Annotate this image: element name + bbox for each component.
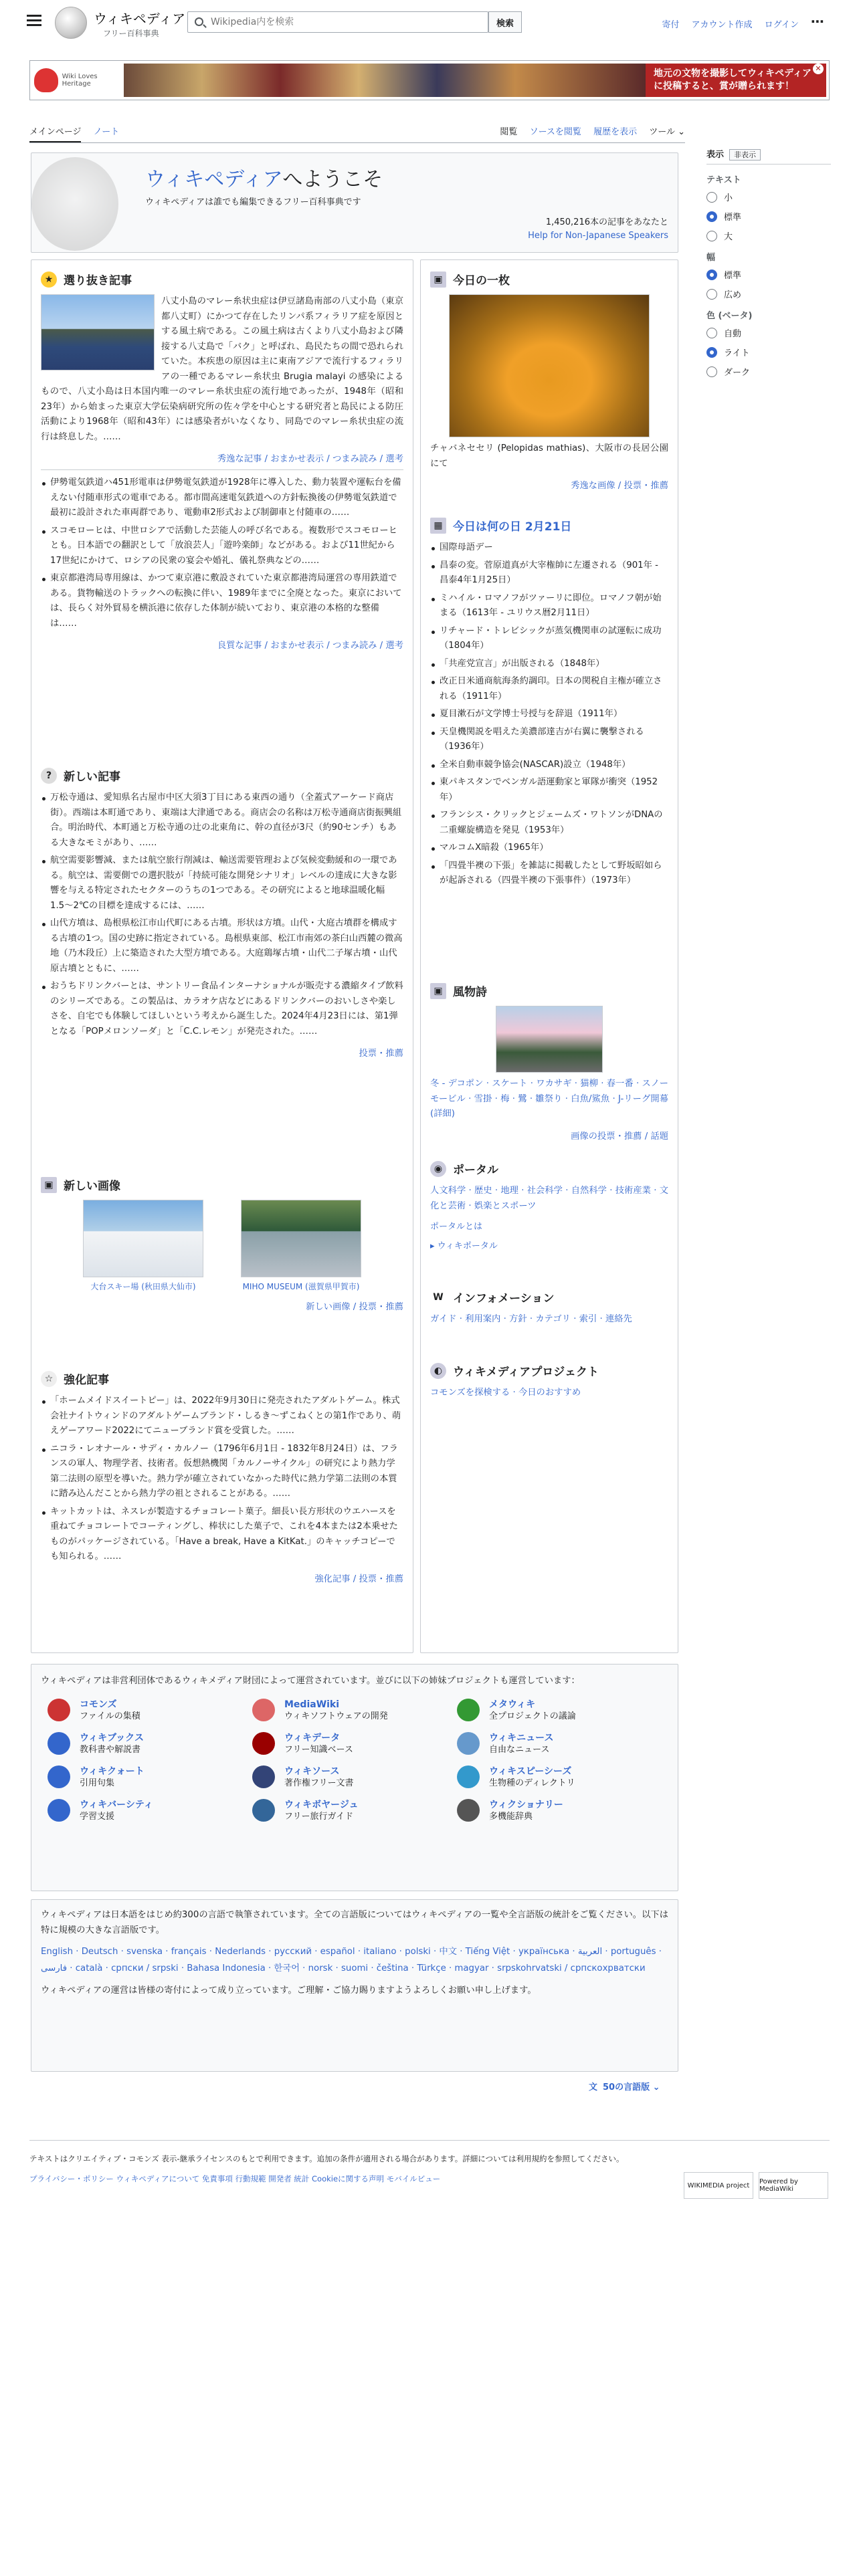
wikipedia-logo-icon[interactable] (55, 7, 87, 39)
sister-item[interactable] (47, 1799, 252, 1823)
heart-icon (34, 68, 58, 92)
search-button[interactable]: 検索 (488, 11, 522, 33)
sister-item[interactable] (457, 1732, 662, 1756)
sister-desc: フリー旅行ガイド (284, 1811, 354, 1822)
sister-title[interactable]: ウィキスピーシーズ (489, 1765, 572, 1777)
information: W インフォメーション ガイド · 利用案内 · 方針 · カテゴリ · 索引 · 連絡先 (421, 1289, 678, 1327)
list-item: フランシス・クリックとジェームズ・ワトソンがDNAの二重螺旋構造を発見（1953年） (430, 808, 668, 838)
text-standard-radio[interactable]: 標準 (706, 210, 831, 223)
help-link[interactable]: Help for Non-Japanese Speakers (528, 231, 668, 241)
banner-brand: Wiki Loves Heritage (62, 73, 98, 88)
picture-of-the-day: ▣ 今日の一枚 チャバネセセリ (Pelopidas mathias)、大阪市の長居公園にて 秀逸な画像 / 投票・推薦 (421, 271, 678, 491)
article-count: 1,450,216本の記事をあなたと Help for Non-Japanese Speakers (528, 216, 668, 243)
list-item: 全米自動車競争協会(NASCAR)設立（1948年） (430, 758, 668, 773)
w-icon: W (430, 1289, 446, 1305)
list-item: スコモローヒは、中世ロシアで活動した芸能人の呼び名である。複数形でスコモローヒとも。日本語での翻訳として「放浪芸人」「遊吟楽師」などがある。および11世紀から17世紀にかけて、ロシアの民衆の宴会や婚礼、儀礼祭典などの…… (41, 524, 403, 569)
sister-desc: 学習支援 (80, 1811, 115, 1822)
sister-item[interactable] (457, 1799, 662, 1823)
tab-talk[interactable]: ノート (93, 127, 120, 137)
donate-link[interactable]: 寄付 (662, 20, 680, 30)
sister-desc: フリー知識ベース (284, 1744, 353, 1755)
seasonal-more[interactable]: 画像の投票・推薦 / 話題 (571, 1131, 668, 1142)
tab-history[interactable]: 履歴を表示 (593, 127, 638, 137)
list-item: キットカットは、ネスレが製造するチョコレート菓子。細長い長方形状のウエハースを重ねてチョコレートでコーティングし、棒状にした菓子で、これを4本または2本乗せたものがパッケージされている。「Have a break, Have a KitKat.」のキャッチコピーでも知られる。…… (41, 1505, 403, 1565)
project-icon (47, 1799, 70, 1822)
page-tabs (29, 122, 685, 143)
wikimedia-project: ◐ ウィキメディアプロジェクト コモンズを探検する · 今日のおすすめ (421, 1362, 678, 1401)
project-icon (457, 1799, 480, 1822)
potd-more[interactable]: 秀逸な画像 / 投票・推薦 (571, 481, 668, 491)
sister-item[interactable] (252, 1765, 457, 1790)
featured-image[interactable] (41, 294, 155, 370)
puzzle-globe-icon (31, 157, 118, 251)
tab-read[interactable]: 閲覧 (500, 127, 518, 137)
footer-links[interactable]: プライバシー・ポリシー ウィキペディアについて 免責事項 行動規範 開発者 統計 Cookieに関する声明 モバイルビュー (29, 2174, 441, 2183)
star-icon: ★ (41, 272, 57, 288)
left-column (31, 259, 413, 1653)
login-link[interactable]: ログイン (764, 20, 799, 30)
list-item: 改正日米通商航海条約調印。日本の関税自主権が確立される（1911年） (430, 674, 668, 704)
project-icon (252, 1699, 275, 1721)
sister-item[interactable] (47, 1699, 252, 1723)
sister-item[interactable] (252, 1732, 457, 1756)
appearance-title: 表示 (706, 150, 725, 160)
banner-logo (34, 65, 121, 96)
welcome-title: ウィキペディアへようこそ (145, 168, 383, 191)
welcome-title-link[interactable]: ウィキペディア (145, 168, 283, 191)
footer-divider (29, 2140, 830, 2141)
search-box (187, 11, 488, 33)
sister-item[interactable] (457, 1699, 662, 1723)
color-auto-radio[interactable]: 自動 (706, 326, 831, 339)
sister-title[interactable]: ウィキバーシティ (80, 1799, 153, 1810)
logo-title: ウィキペディア (94, 11, 186, 27)
portal-icon: ◉ (430, 1161, 446, 1177)
right-column (420, 259, 678, 1653)
languages: ウィキペディアは日本語をはじめ約300の言語で執筆されています。全ての言語版についてはウィキペディアの一覧や全言語版の統計をご覧ください。以下は特に規模の大きな言語版です。 English · Deutsch · svenska · français · Nederlands · русский · español · italiano · polski · 中文 · Tiếng Việt · українська · العربية · português · فارسی · català · српски / srpski · Bahasa Indonesia · 한국어 · norsk · suomi · čeština · Türkçe · magyar · srpskohrvatski / српскохрватски ウィキペディアの運営は皆様の寄付によって成り立っています。ご理解・ご協力賜りますようよろしくお願い申し上げます。 (31, 1899, 678, 2072)
improved-more[interactable]: 強化記事 / 投票・推薦 (314, 1574, 403, 1584)
list-item: ニコラ・レオナール・サディ・カルノー（1796年6月1日 - 1832年8月24日）は、フランスの軍人、物理学者、技術者。仮想熱機関「カルノーサイクル」の研究により熱力学第二法則の原型を導いた。熱力学が確立されていなかった時代に熱力学第二法則の本質に踏み込んだことから熱力学の祖とされることがある。…… (41, 1442, 403, 1502)
sister-desc: 著作権フリー文書 (284, 1778, 354, 1788)
new-articles: ? 新しい記事 万松寺通は、愛知県名古屋市中区大須3丁目にある東西の通り（全蓋式アーケード商店街）。西端は本町通であり、東端は大津通である。商店会の名称は万松寺通商店街振興組合。明治時代、本町通と万松寺通の辻の北東角に、幹の直径が3尺（約90センチ）もある大きなモミがあり、…… 航空需要影響減、または航空旅行削減は、輸送需要管理および気候変動緩和の一環である。航空は、需要側での選択肢が「持続可能な開発シナリオ」レベルの達成に大きな影響を与える特定されたセクターのうちの1つである。その研究によると地球温暖化幅1.5〜2℃の目標を達成するには、…… 山代方墳は、島根県松江市山代町にある古墳。形状は方墳。山代・大庭古墳群を構成する古墳の1つ。国の史跡に指定されている。島根県東部、松江市南郊の茶臼山西麓の微高地（乃木段丘）上に築造された大型方墳である。大庭鶏塚古墳・山代二子塚古墳・山代原古墳とともに、…… おうちドリンクバーとは、サントリー食品インターナショナルが販売する濃縮タイプ飲料のシリーズである。この製品は、カラオケ店などにあるドリンクバーのおいしさや楽しさを、自宅でも体験してほしいという考えから誕生した。2024年4月23日には、第1弾となる「POPメロンソーダ」と「C.C.レモン」が発売された。…… 投票・推薦 (31, 767, 413, 1059)
news-more[interactable]: 投票・推薦 (359, 1049, 403, 1059)
banner-text[interactable]: 地元の文物を撮影してウィキペディアに投稿すると、賞が贈られます！ (646, 64, 826, 97)
on-this-day: ▦ 今日は何の日 2月21日 国際母語デー 昌泰の変。菅原道真が大宰権帥に左遷される（901年 - 昌泰4年1月25日） ミハイル・ロマノフがツァーリに即位。ロマノフ朝が始まる（1613年 - ユリウス暦2月11日） リチャード・トレビシックが蒸気機関車の試運転に成功（1804年） 「共産党宣言」が出版される（1848年） 改正日米通商航海条約調印。日本の関税自主権が確立される（1911年） 夏目漱石が文学博士号授与を辞退（1911年） 天皇機関説を唱えた美濃部達吉が右翼に襲撃される（1936年） 全米自動車競争協会(NASCAR)設立（1948年） 東パキスタンでベンガル語運動家と軍隊が衝突（1952年） フランシス・クリックとジェームズ・ワトソンがDNAの二重螺旋構造を発見（1953年） マルコムX暗殺（1965年） 「四畳半襖の下張」を雑誌に掲載したとして野坂昭如らが起訴される（四畳半襖の下張事件）（1973年） (421, 517, 678, 891)
list-item: 航空需要影響減、または航空旅行削減は、輸送需要管理および気候変動緩和の一環である。航空は、需要側での選択肢が「持続可能な開発シナリオ」レベルの達成に大きな影響を与える特定されたセクターのうちの1つである。その研究によると地球温暖化幅1.5〜2℃の目標を達成するには、…… (41, 853, 403, 914)
project-icon (47, 1765, 70, 1788)
project-icon (47, 1699, 70, 1721)
list-item: 天皇機関説を唱えた美濃部達吉が右翼に襲撃される（1936年） (430, 725, 668, 755)
sister-title[interactable]: メタウィキ (489, 1699, 536, 1710)
language-links[interactable]: English · Deutsch · svenska · français · Nederlands · русский · español · italiano · polski · 中文 · Tiếng Việt · українська · العربية · português · فارسی · català · српски / srpski · Bahasa Indonesia · 한국어 · norsk · suomi · čeština · Türkçe · magyar · srpskohrvatski / српскохрватски (41, 1947, 662, 1973)
project-icon (47, 1732, 70, 1755)
sister-grid (31, 1696, 678, 1826)
project-icon (252, 1732, 275, 1755)
sister-title[interactable]: ウィキデータ (284, 1732, 341, 1743)
star-outline-icon: ☆ (41, 1371, 57, 1387)
banner-photo-strip (124, 64, 646, 97)
color-label: 色 (ベータ) (706, 311, 753, 321)
hide-button[interactable]: 非表示 (729, 149, 761, 160)
list-item: 昌泰の変。菅原道真が大宰権帥に左遷される（901年 - 昌泰4年1月25日） (430, 558, 668, 588)
width-label: 幅 (706, 253, 716, 263)
project-icon (457, 1732, 480, 1755)
more-options-icon[interactable]: ⋯ (811, 13, 824, 29)
sister-title[interactable]: MediaWiki (284, 1699, 340, 1710)
welcome-subtitle: ウィキペディアは誰でも編集できるフリー百科事典です (145, 197, 361, 207)
wikimedia-badge[interactable]: WIKIMEDIA project (684, 2172, 753, 2199)
list-item: ミハイル・ロマノフがツァーリに即位。ロマノフ朝が始まる（1613年 - ユリウス暦2月11日） (430, 591, 668, 621)
sister-title[interactable]: ウィクショナリー (489, 1799, 563, 1810)
sister-item[interactable] (252, 1699, 457, 1723)
featured-more-links[interactable]: 秀逸な記事 / おまかせ表示 / つまみ読み / 選考 (217, 454, 403, 464)
tab-view-source[interactable]: ソースを閲覧 (529, 127, 581, 137)
list-item: 「共産党宣言」が出版される（1848年） (430, 657, 668, 672)
featured-article: ★ 選り抜き記事 八丈小島のマレー糸状虫症は伊豆諸島南部の八丈小島（東京都八丈町）にかつて存在したリンパ系フィラリア症を原因とする風土病である。この風土病は古くより八丈小島および隣接する八丈島で「バク」と呼ばれ、島民たちの間で恐れられていた。本疾患の原因は主に東南アジアで流行するフィラリアの一種であるマレー糸状虫 Brugia malayi の感染によるもので、八丈小島は日本国内唯一のマレー糸状虫症の流行地であったが、1948年（昭和23年）から始まった東京大学伝染病研究所の佐々学を中心とする研究者と島民による防圧活動により1968年（昭和43年）には感染者がいなくなり、同島でのマレー糸状虫症の流行は終息した。…… 秀逸な記事 / おまかせ表示 / つまみ読み / 選考 伊勢電気鉄道ハ451形電車は伊勢電気鉄道が1928年に導入した、動力装置や運転台を備えない付随車形式の電車である。都市間高速電気鉄道への方針転換後の伊勢電気鉄道で最初に設計された車両群であり、電動車2形式および制御車と付随車の…… スコモローヒは、中世ロシアで活動した芸能人の呼び名である。複数形でスコモローヒとも。日本語での翻訳として「放浪芸人」「遊吟楽師」などがある。および11世紀から17世紀にかけて、ロシアの民衆の宴会や婚礼、儀礼祭典などの…… 東京都港湾局専用線は、かつて東京港に敷設されていた東京都港湾局運営の専用鉄道である。貨物輸送のトラックへの転換に伴い、1989年までに全廃となった。東京においては、長らく対外貿易を横浜港に依存した体制が続いており、東京港の本格的な整備は…… 良質な記事 / おまかせ表示 / つまみ読み / 選考 (31, 271, 413, 651)
good-articles-more[interactable]: 良質な記事 / おまかせ表示 / つまみ読み / 選考 (217, 641, 403, 651)
project-icon (252, 1799, 275, 1822)
personal-links (652, 17, 799, 30)
sister-item[interactable] (457, 1765, 662, 1790)
new-images-more[interactable]: 新しい画像 / 投票・推薦 (306, 1302, 403, 1312)
sister-title[interactable]: ウィキソース (284, 1765, 340, 1777)
sister-title[interactable]: ウィキブックス (80, 1732, 145, 1743)
menu-icon[interactable] (27, 15, 41, 27)
ski-image[interactable] (83, 1200, 203, 1277)
width-standard-radio[interactable]: 標準 (706, 268, 831, 281)
image-icon: ▣ (430, 272, 446, 288)
text-small-radio[interactable]: 小 (706, 191, 831, 203)
header (0, 0, 859, 47)
create-account-link[interactable]: アカウント作成 (691, 20, 753, 30)
width-wide-radio[interactable]: 広め (706, 288, 831, 300)
list-item: おうちドリンクバーとは、サントリー食品インターナショナルが販売する濃縮タイプ飲料のシリーズである。この製品は、カラオケ店などにあるドリンクバーのおいしさや楽しさを、自宅でも体験してほしいという考えから誕生した。2024年4月23日には、第1弾となる「POPメロンソーダ」と「C.C.レモン」が発売された。…… (41, 979, 403, 1039)
list-item: 伊勢電気鉄道ハ451形電車は伊勢電気鉄道が1928年に導入した、動力装置や運転台を備えない付随車形式の電車である。都市間高速電気鉄道への方針転換後の伊勢電気鉄道で最初に設計された車両群であり、電動車2形式および制御車と付随車の…… (41, 475, 403, 521)
sister-item[interactable] (47, 1732, 252, 1756)
site-title[interactable] (94, 8, 185, 39)
search-input[interactable] (211, 15, 452, 29)
seasonal: ▣ 風物詩 冬 - デコポン · スケート · ワカサギ · 猫柳 · 春一番 · スノーモービル · 雪掛 · 梅 · 鷺 · 雛祭り · 白魚/鯊魚 · J-リーグ開幕 (詳細) 画像の投票・推薦 / 話題 (421, 982, 678, 1142)
image-icon: ▣ (430, 983, 446, 999)
improved-articles: ☆ 強化記事 「ホームメイドスイートピー」は、2022年9月30日に発売されたアダルトゲーム。株式会社ナイトウィンドのアダルトゲームブランド・しるき〜ずこねくとの第1作であり、萌えゲーアワード2022にてニューブランド賞を受賞した。…… ニコラ・レオナール・サディ・カルノー（1796年6月1日 - 1832年8月24日）は、フランスの軍人、物理学者、技術者。仮想熱機関「カルノーサイクル」の研究により熱力学第二法則の原型を導いた。熱力学が確立されていなかった時代に熱力学第二法則の本質に踏み込んだことから熱力学の祖とされることがある。…… キットカットは、ネスレが製造するチョコレート菓子。細長い長方形状のウエハースを重ねてチョコレートでコーティングし、棒状にした菓子で、これを4本または2本乗せたものがパッケージされている。「Have a break, Have a KitKat.」のキャッチコピーでも知られる。…… 強化記事 / 投票・推薦 (31, 1370, 413, 1584)
text-size-label: テキスト (706, 175, 741, 185)
list-item: 東京都港湾局専用線は、かつて東京港に敷設されていた東京都港湾局運営の専用鉄道である。貨物輸送のトラックへの転換に伴い、1989年までに全廃となった。東京においては、長らく対外貿易を横浜港に依存した体制が続いており、東京港の本格的な整備は…… (41, 571, 403, 631)
calendar-icon: ▦ (430, 518, 446, 534)
new-images: ▣ 新しい画像 大台スキー場 (秋田県大仙市) MIHO MUSEUM (滋賀県甲賀市) 新しい画像 / 投票・推薦 (31, 1176, 413, 1312)
sister-desc: 全プロジェクトの議論 (489, 1711, 576, 1721)
good-articles-list (41, 475, 403, 631)
sister-title[interactable]: ウィキニュース (489, 1732, 554, 1743)
portal: ◉ ポータル 人文科学 · 歴史 · 地理 · 社会科学 · 自然科学 · 技術産業 · 文化と芸術 · 娯楽とスポーツ ポータルとは ▸ ウィキポータル (421, 1160, 678, 1251)
tab-main-page[interactable]: メインページ (29, 127, 81, 142)
campaign-banner[interactable] (29, 60, 830, 100)
sister-desc: ウィキソフトウェアの開発 (284, 1711, 388, 1721)
color-light-radio[interactable]: ライト (706, 346, 831, 358)
sister-projects: ウィキペディアは非営利団体であるウィキメディア財団によって運営されています。並びに以下の姉妹プロジェクトも運営しています： コモンズ ファイルの集積 MediaWiki ウィキソフトウェアの開発 メタウィキ 全プロジェクトの議論 ウィキブックス 教科書や解説書 ウィキデータ フリー知識ベース ウィキニュース 自由なニュース ウィキクォート 引用句集 ウィキソース 著作権フリー文書 ウィキスピーシーズ 生物種のディレクトリ ウィキバーシティ 学習支援 ウィキボヤージュ フリー旅行ガイド ウィクショナリー 多機能辞典 (31, 1664, 678, 1891)
close-icon[interactable]: ✕ (813, 64, 824, 74)
project-icon (252, 1765, 275, 1788)
welcome-box (31, 152, 678, 253)
list-item: 山代方墳は、島根県松江市山代町にある古墳。形状は方墳。山代・大庭古墳群を構成する古墳の1つ。国の史跡に指定されている。島根県東部、松江市南郊の茶臼山西麓の微高地（乃木段丘）上に築造された大型方墳である。大庭鶏塚古墳・山代二子塚古墳・山代原古墳とともに、…… (41, 916, 403, 976)
sister-title[interactable]: コモンズ (80, 1699, 117, 1710)
sister-title[interactable]: ウィキクォート (80, 1765, 145, 1777)
project-icon (457, 1699, 480, 1721)
list-item: 「ホームメイドスイートピー」は、2022年9月30日に発売されたアダルトゲーム。株式会社ナイトウィンドのアダルトゲームブランド・しるき〜ずこねくとの第1作であり、萌えゲーアワード2022にてニューブランド賞を受賞した。…… (41, 1394, 403, 1439)
project-icon (457, 1765, 480, 1788)
list-item: マルコムX暗殺（1965年） (430, 841, 668, 856)
mediawiki-badge[interactable]: Powered by MediaWiki (759, 2172, 828, 2199)
list-item: 万松寺通は、愛知県名古屋市中区大須3丁目にある東西の通り（全蓋式アーケード商店街）。西端は本町通であり、東端は大津通である。商店会の名称は万松寺通商店街振興組合。明治時代、本町通と万松寺通の辻の北東角に、幹の直径が3尺（約90センチ）もある大きなモミがあり、…… (41, 790, 403, 851)
appearance-panel (706, 147, 831, 385)
museum-image[interactable] (241, 1200, 361, 1277)
tools-dropdown[interactable]: ツール ⌄ (649, 127, 685, 137)
list-item: 国際母語デー (430, 540, 668, 556)
list-item: リチャード・トレビシックが蒸気機関車の試運転に成功（1804年） (430, 624, 668, 654)
color-dark-radio[interactable]: ダーク (706, 365, 831, 378)
sister-desc: 自由なニュース (489, 1744, 550, 1755)
sister-title[interactable]: ウィキボヤージュ (284, 1799, 359, 1810)
search-icon (195, 17, 203, 26)
language-count-button[interactable]: 文 50の言語版 ⌄ (589, 2082, 660, 2092)
sister-desc: 生物種のディレクトリ (489, 1778, 575, 1788)
image-icon: ▣ (41, 1177, 57, 1193)
question-icon: ? (41, 768, 57, 784)
list-item: 「四畳半襖の下張」を雑誌に掲載したとして野坂昭如らが起訴される（四畳半襖の下張事件）（1973年） (430, 859, 668, 889)
footer-license: テキストはクリエイティブ・コモンズ 表示-継承ライセンスのもとで利用できます。追加の条件が適用される場合があります。詳細については利用規約を参照してください。 (29, 2154, 624, 2163)
sister-desc: 引用句集 (80, 1778, 115, 1788)
list-item: 東パキスタンでベンガル語運動家と軍隊が衝突（1952年） (430, 775, 668, 805)
sister-desc: 多機能辞典 (489, 1811, 533, 1822)
globe-icon: ◐ (430, 1363, 446, 1379)
logo-subtitle: フリー百科事典 (103, 29, 159, 38)
seasonal-image[interactable] (496, 1006, 603, 1073)
sister-item[interactable] (47, 1765, 252, 1790)
sister-desc: 教科書や解説書 (80, 1744, 141, 1755)
text-large-radio[interactable]: 大 (706, 229, 831, 242)
sister-desc: ファイルの集積 (80, 1711, 140, 1721)
potd-image[interactable] (449, 294, 650, 437)
sister-item[interactable] (252, 1799, 457, 1823)
list-item: 夏目漱石が文学博士号授与を辞退（1911年） (430, 707, 668, 722)
